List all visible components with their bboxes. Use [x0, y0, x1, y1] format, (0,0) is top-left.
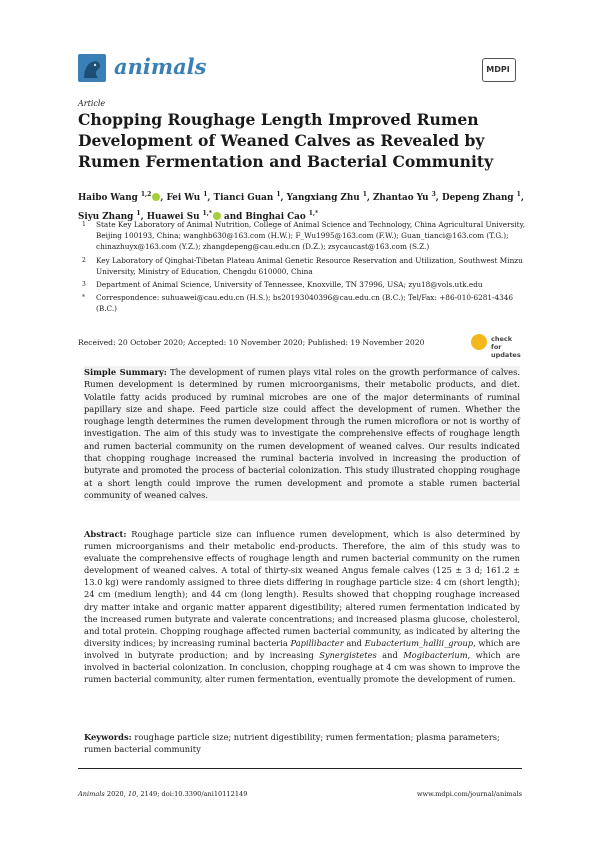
- author-affiliation-mark: 1: [136, 210, 141, 218]
- affiliations: [78, 219, 528, 317]
- affiliation-item: [78, 292, 528, 314]
- author-affiliation-mark: 1: [203, 191, 208, 198]
- author-name: Haibo Wang: [78, 192, 141, 203]
- author-affiliation-mark: 1: [516, 191, 521, 198]
- affiliation-marker: 3: [82, 281, 86, 289]
- footer-journal: Animals: [78, 790, 105, 798]
- taxon-name: Mogibacterium: [403, 649, 468, 660]
- affiliation-text: Department of Animal Science, University of Tennessee, Knoxville, TN 37996, USA; zyu18@vols.utk.edu: [96, 280, 483, 290]
- taxon-name: Synergistetes: [319, 649, 377, 660]
- author-affiliation-mark: 1,*: [202, 210, 212, 218]
- simple-summary: [84, 366, 520, 501]
- abstract-text-3: , which are involved in bacterial colonization. In conclusion, chopping roughage at 4 cm was shown to improve the rumen bacterial community, alter rumen fermentation, eventually promote the development of rumen.: [84, 649, 520, 685]
- author-name: Depeng Zhang: [441, 192, 517, 203]
- abstract-conjunction: and: [343, 637, 365, 648]
- check-updates-icon: [471, 334, 487, 350]
- author-affiliation-mark: 1: [276, 191, 281, 198]
- simple-summary-text: The development of rumen plays vital roles on the growth performance of calves. Rumen development is determined by rumen microorganisms, their metabolic products, and diet. Volatile fatty acids produced by ruminal microbes are one of the major determinants of ruminal papillary size and shape. Feed particle size could affect the development of rumen. Whether the roughage length determines the rumen development through the rumen microflora or not is worthy of investigation. The aim of this study was to investigate the comprehensive effects of roughage length and rumen bacterial community on the rumen development of weaned calves. Our results indicated that chopping roughage increased the ruminal bacteria involved in increasing the production of butyrate and promoted the process of bacterial colonization. This study illustrated chopping roughage at a short length could improve the rumen development and promote a stable rumen bacterial community of weaned calves.: [84, 367, 520, 500]
- author-name: Fei Wu: [166, 192, 204, 203]
- affiliation-item: [78, 219, 528, 253]
- affiliation-text: Correspondence: suhuawei@cau.edu.cn (H.S.); bs20193040396@cau.edu.cn (B.C.); Tel/Fax: +86-010-6281-4346 (B.C.): [96, 293, 514, 314]
- keywords-text: roughage particle size; nutrient digestibility; rumen fermentation; plasma parameters; rumen bacterial community: [84, 732, 500, 755]
- journal-name: animals: [114, 54, 207, 79]
- affiliation-item: [78, 255, 528, 277]
- author-affiliation-mark: 1: [362, 191, 367, 198]
- footer-citation: [78, 790, 247, 798]
- article-type: Article: [78, 99, 106, 108]
- journal-header: [78, 48, 518, 88]
- check-updates-text: check for updates: [491, 335, 521, 359]
- paper-title: Chopping Roughage Length Improved Rumen Development of Weaned Calves as Revealed by Rumen Fermentation and Bacterial Community: [78, 110, 494, 171]
- abstract-text-2: , which are involved in butyrate production; and by increasing: [84, 637, 520, 660]
- keywords: [84, 731, 520, 755]
- taxon-name: Eubacterium_hallii_group: [364, 637, 474, 648]
- simple-summary-label: Simple Summary:: [84, 367, 167, 377]
- author-name: Zhantao Yu: [373, 192, 432, 203]
- author-list: Haibo Wang $^{1,2}$ , Fei Wu $^1$, Tianci Guan $^1$, Yangxiang Zhu $^1$, Zhantao Yu $^3$, Depeng Zhang $^1$, Siyu Zhang $^1$, Huawei Su $^{1,*}$ and Binghai Cao $^{1,*}$: [78, 191, 524, 223]
- author-name: Huawei Su: [146, 212, 203, 223]
- affiliation-marker: 1: [82, 221, 86, 228]
- abstract-text-1: Roughage particle size can influence rumen development, which is also determined by rumen microorganisms and their metabolic end-products. Therefore, the aim of this study was to evaluate the comprehensive effects of roughage length and rumen bacterial community on the rumen development of weaned calves. A total of thirty-six weaned Angus female calves (125 ± 3 d; 161.2 ± 13.0 kg) were randomly assigned to three diets differing in roughage particle size: 4 cm (short length); 24 cm (medium length); and 44 cm (long length). Results showed that chopping roughage increased dry matter intake and organic matter apparent digestibility; altered rumen fermentation indicated by the increased rumen butyrate and valerate concentrations; and increased plasma glucose, cholesterol, and total protein. Chopping roughage affected rumen bacterial community, as indicated by altering the diversity indices; by increasing ruminal bacteria: [84, 529, 521, 648]
- author-name: Binghai Cao: [245, 212, 309, 223]
- abstract: [84, 528, 520, 685]
- author-affiliation-mark: 1,2: [140, 191, 152, 198]
- abstract-label: Abstract:: [84, 529, 127, 539]
- abstract-conjunction: and: [376, 649, 404, 660]
- taxon-name: Papillibacter: [290, 637, 344, 648]
- footer-year: 2020,: [104, 790, 128, 798]
- footer-divider: [78, 768, 522, 769]
- affiliation-text: Key Laboratory of Qinghai-Tibetan Plateau Animal Genetic Resource Reservation and Utilization, Southwest Minzu University, Ministry of Education, Chengdu 610000, China: [96, 255, 523, 276]
- keywords-label: Keywords:: [84, 732, 132, 742]
- author-name: Siyu Zhang: [78, 212, 137, 223]
- affiliation-marker: 2: [82, 256, 86, 264]
- publication-dates: Received: 20 October 2020; Accepted: 10 November 2020; Published: 19 November 2020: [78, 338, 425, 347]
- footer-volume: 10: [127, 790, 137, 798]
- author-name: Tianci Guan: [213, 192, 277, 203]
- author-name: Yangxiang Zhu: [286, 192, 363, 203]
- orcid-icon[interactable]: [152, 193, 160, 201]
- mdpi-logo-icon: [478, 54, 518, 84]
- check-for-updates-badge[interactable]: [471, 332, 521, 359]
- author-affiliation-mark: 1,*: [308, 210, 319, 218]
- footer-url[interactable]: www.mdpi.com/journal/animals: [416, 790, 522, 798]
- journal-logo-icon: [78, 54, 106, 82]
- affiliation-item: [78, 279, 528, 290]
- publisher-name: MDPI: [486, 65, 510, 74]
- author-affiliation-mark: 3: [431, 191, 436, 198]
- affiliation-marker: *: [82, 294, 85, 302]
- footer-doi: , 2149; doi:10.3390/ani10112149: [136, 790, 248, 798]
- affiliation-text: State Key Laboratory of Animal Nutrition, College of Animal Science and Technology, China Agricultural University, Beijing 100193, China; wanghb630@163.com (H.W.); F_Wu1995@163.com (F.W.); Guan_tianci@163.com (T.G.); chinazhuyx@163.com (Y.Z.); zhangdepeng@cau.edu.cn (D.Z.); zsycaucast@163.com (S.Z.): [96, 220, 526, 252]
